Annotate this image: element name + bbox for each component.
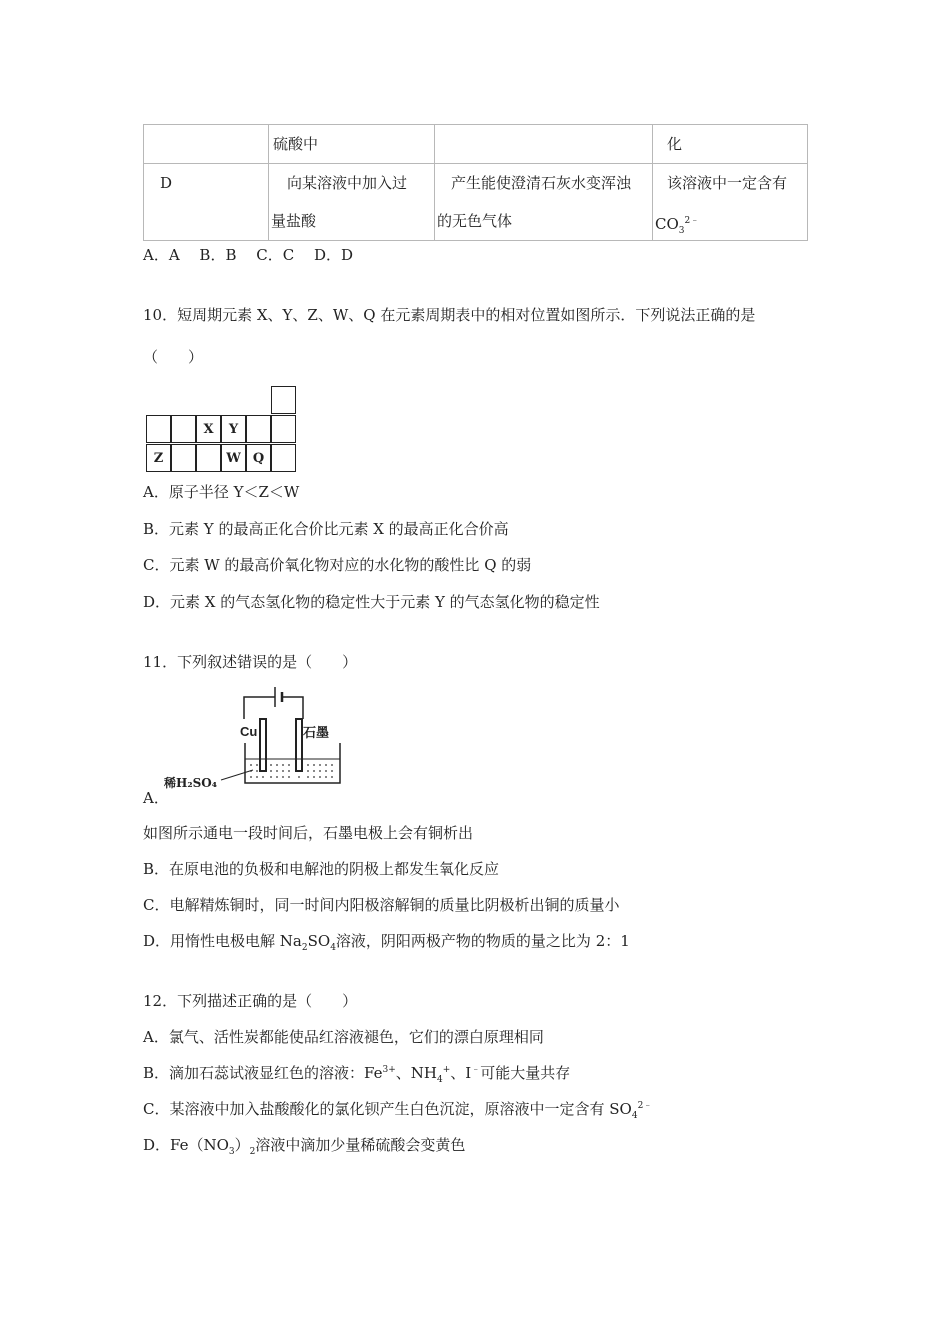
cu-electrode	[260, 719, 266, 771]
table-cell	[435, 164, 653, 241]
text-part: D．Fe（NO	[143, 1136, 229, 1154]
formula-co3	[653, 202, 807, 240]
cell-text: 硫酸中	[273, 135, 319, 153]
grid-cell	[271, 415, 296, 443]
text-part: 溶液，阴阳两极产物的物质的量之比为 2：1	[335, 932, 630, 950]
question-11-option-a-text: 如图所示通电一段时间后，石墨电极上会有铜析出	[143, 824, 474, 842]
grid-cell-x: X	[196, 415, 221, 443]
cell-text: 的无色气体	[437, 212, 513, 230]
wire-right	[282, 697, 303, 719]
grid-cell	[171, 444, 196, 472]
formula-sub: 4	[631, 1111, 638, 1121]
question-9-table	[143, 124, 808, 241]
cell-text: 该溶液中一定含有	[667, 174, 788, 192]
formula-part: CO	[655, 215, 679, 233]
question-11-option-d	[143, 930, 630, 953]
question-12-stem: 12．下列描述正确的是（ ）	[143, 992, 358, 1010]
formula-sup: 2﹣	[684, 216, 700, 226]
grid-cell	[171, 415, 196, 443]
cell-text: 向某溶液中加入过	[287, 174, 408, 192]
formula-sub: 3	[228, 1147, 235, 1157]
formula-sub: 4	[330, 943, 336, 953]
question-12-option-c	[143, 1098, 652, 1121]
table-cell	[144, 164, 269, 241]
text-part: ）	[234, 1136, 250, 1154]
formula-sub: 2	[249, 1147, 256, 1157]
cell-text: 量盐酸	[271, 212, 317, 230]
question-12-option-b	[143, 1062, 570, 1085]
formula-sup: 3+	[382, 1065, 396, 1075]
grid-cell-w: W	[221, 444, 246, 472]
grid-cell	[146, 415, 171, 443]
grid-cell	[271, 386, 296, 414]
question-12-option-d	[143, 1134, 465, 1157]
table-row-c	[144, 125, 808, 164]
table-cell	[435, 125, 653, 164]
wire-left	[244, 697, 275, 719]
question-11-stem: 11．下列叙述错误的是（ ）	[143, 653, 358, 671]
formula-sub: 2	[301, 943, 308, 953]
formula-sub: 4	[437, 1075, 443, 1085]
question-10-option-a: A．原子半径 Y＜Z＜W	[143, 483, 300, 501]
table-cell	[269, 164, 435, 241]
grid-cell	[271, 444, 296, 472]
question-10-stem: 10．短周期元素 X、Y、Z、W、Q 在元素周期表中的相对位置如图所示．下列说法正确的是	[143, 306, 756, 324]
row-label: D	[160, 174, 173, 192]
question-12-option-a: A．氯气、活性炭都能使品红溶液褪色，它们的漂白原理相同	[143, 1028, 544, 1046]
text-part: 溶液中滴加少量稀硫酸会变黄色	[255, 1136, 466, 1154]
table-cell	[269, 125, 435, 164]
cu-label: Cu	[240, 724, 258, 739]
text-part: D．用惰性电极电解 Na	[143, 932, 302, 950]
question-9-options: A．A B．B C．C D．D	[143, 246, 354, 264]
question-11-option-a-label: A．	[143, 789, 169, 807]
acid-label: 稀H₂SO₄	[164, 776, 217, 790]
formula-sup: +	[442, 1065, 451, 1075]
table-cell	[653, 164, 808, 241]
formula-sub: 3	[678, 226, 685, 236]
text-part: 可能大量共存	[480, 1064, 571, 1082]
electrolysis-cell-diagram	[163, 683, 343, 791]
grid-cell-q: Q	[246, 444, 271, 472]
table-cell	[653, 125, 808, 164]
text-part: SO	[307, 932, 331, 950]
table-row-d	[144, 164, 808, 241]
question-11-option-c: C．电解精炼铜时，同一时间内阳极溶解铜的质量比阴极析出铜的质量小	[143, 896, 620, 914]
question-11-option-b: B．在原电池的负极和电解池的阴极上都发生氧化反应	[143, 860, 500, 878]
grid-cell-y: Y	[221, 415, 246, 443]
cell-text: 产生能使澄清石灰水变浑浊	[451, 174, 632, 192]
table-cell	[144, 125, 269, 164]
question-10-option-d: D．元素 X 的气态氢化物的稳定性大于元素 Y 的气态氢化物的稳定性	[143, 593, 600, 611]
question-10-paren: （ ）	[143, 348, 204, 366]
graphite-electrode	[296, 719, 302, 771]
graphite-label: 石墨	[303, 726, 330, 741]
grid-cell-z: Z	[146, 444, 171, 472]
grid-cell	[196, 444, 221, 472]
cell-text: 化	[667, 135, 683, 153]
formula-sup: 2﹣	[637, 1101, 653, 1111]
text-part: C．某溶液中加入盐酸酸化的氯化钡产生白色沉淀，原溶液中一定含有 SO	[143, 1100, 632, 1118]
question-10-option-c: C．元素 W 的最高价氧化物对应的水化物的酸性比 Q 的弱	[143, 556, 532, 574]
text-part: 、I	[450, 1064, 472, 1082]
text-part: 、NH	[395, 1064, 437, 1082]
formula-sup: ﹣	[471, 1065, 481, 1075]
question-10-option-b: B．元素 Y 的最高正化合价比元素 X 的最高正化合价高	[143, 520, 509, 538]
acid-pointer	[221, 770, 253, 780]
grid-cell	[246, 415, 271, 443]
text-part: B．滴加石蕊试液显红色的溶液：Fe	[143, 1064, 383, 1082]
